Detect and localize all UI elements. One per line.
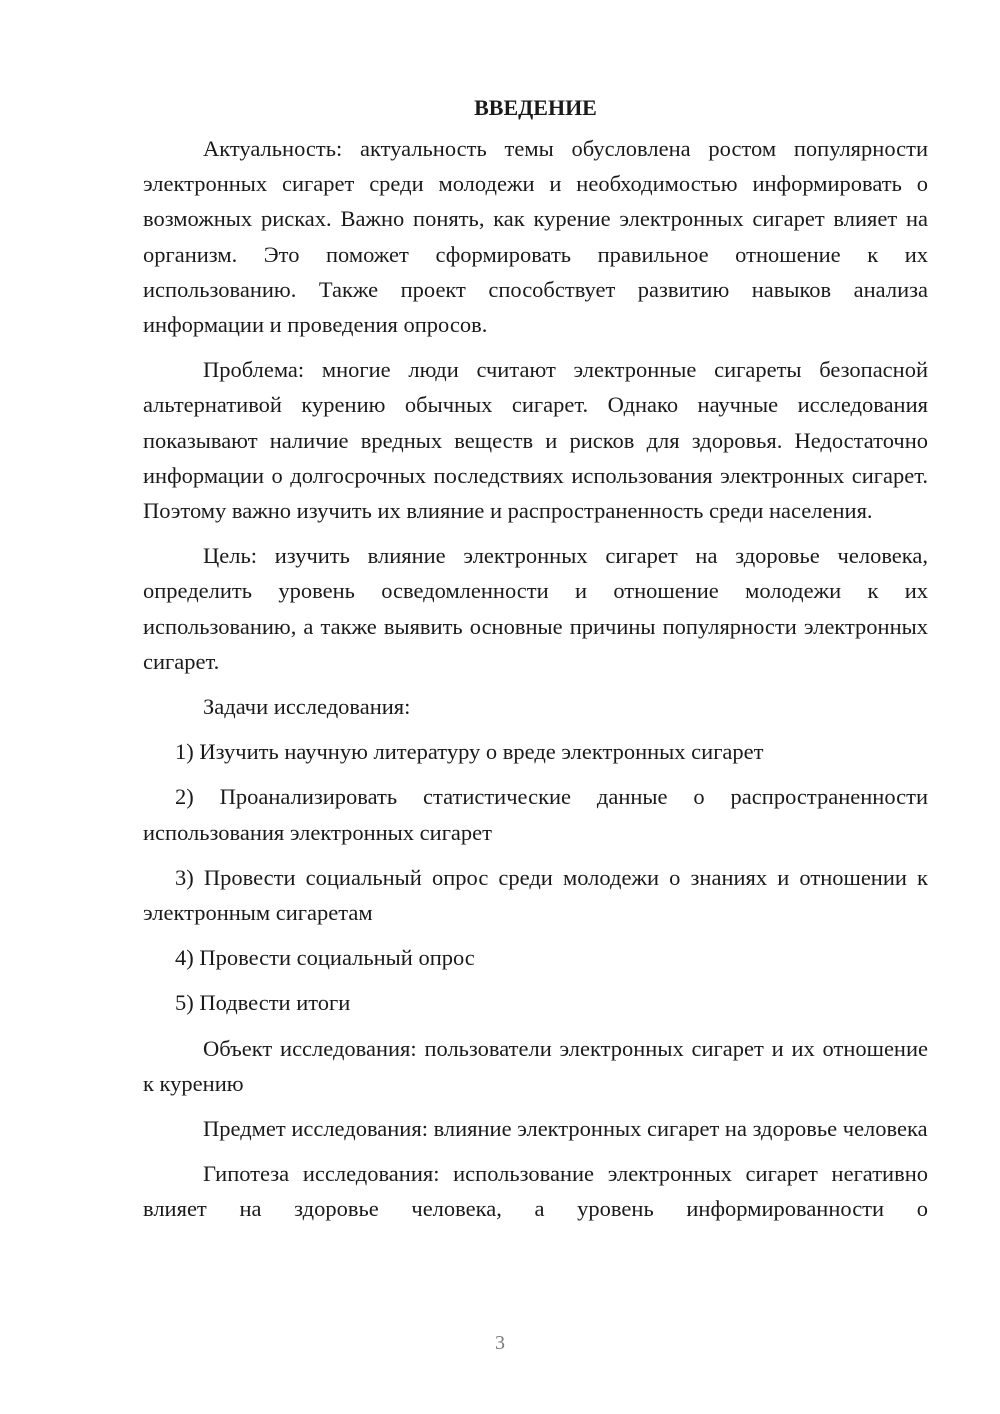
paragraph-subject: Предмет исследования: влияние электронных сигарет на здоровье человека — [203, 1116, 928, 1142]
paragraph-problem: Проблема: многие люди считают электронные сигареты безопасной альтернативой курению обычных сигарет. Однако научные исследования показывают наличие вредных веществ и рисков для здоровья. Недостаточно информации о долгосрочных последствиях использования электронных сигарет. Поэтому важно изучить их влияние и распространенность среди населения. — [143, 357, 928, 524]
task-item-3: 3) Провести социальный опрос среди молодежи о знаниях и отношении к электронным сигаретам — [143, 864, 928, 926]
paragraph-relevance: Актуальность: актуальность темы обусловлена ростом популярности электронных сигарет среди молодежи и необходимостью информировать о возможных рисках. Важно понять, как курение электронных сигарет влияет на организм. Это поможет сформировать правильное отношение к их использованию. Также проект способствует развитию навыков анализа информации и проведения опросов. — [143, 136, 928, 338]
task-item-2: 2) Проанализировать статистические данные о распространенности использования электронных сигарет — [143, 784, 928, 845]
task-item-5: 5) Подвести итоги — [175, 990, 351, 1016]
paragraph-goal: Цель: изучить влияние электронных сигарет на здоровье человека, определить уровень осведомленности и отношение молодежи к их использованию, а также выявить основные причины популярности электронных сигарет. — [143, 543, 928, 674]
task-item-1: 1) Изучить научную литературу о вреде электронных сигарет — [175, 739, 764, 765]
task-item-4: 4) Провести социальный опрос — [175, 945, 475, 971]
paragraph-hypothesis: Гипотеза исследования: использование электронных сигарет негативно влияет на здоровье человека, а уровень информированности о — [143, 1161, 928, 1222]
document-page — [143, 90, 928, 1237]
page-number: 3 — [495, 1332, 505, 1354]
paragraph-tasks-heading: Задачи исследования: — [203, 694, 411, 720]
section-title: ВВЕДЕНИЕ — [474, 95, 597, 120]
paragraph-object: Объект исследования: пользователи электронных сигарет и их отношение к курению — [143, 1035, 928, 1096]
